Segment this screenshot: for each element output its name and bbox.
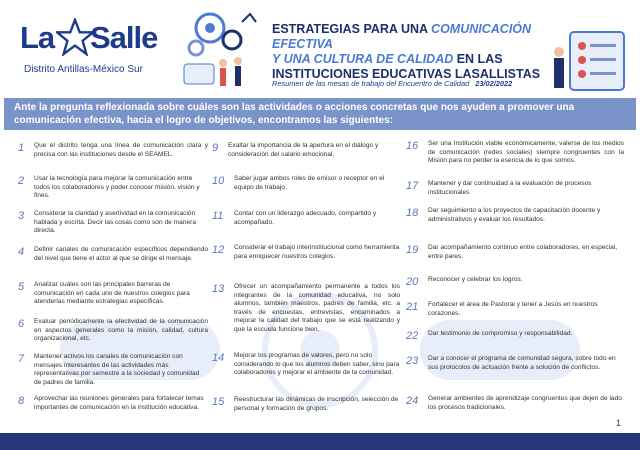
header: [0, 0, 640, 98]
item-text: Aprovechar las reuniones generales para fortalecer temas importantes de comunicación en la institución educativa.: [34, 395, 204, 411]
item-number: 3: [18, 210, 25, 222]
item-number: 9: [212, 142, 219, 154]
list-item: [18, 318, 208, 344]
item-text: Dar testimonio de compromiso y responsabilidad.: [428, 330, 573, 337]
page-subtitle: [272, 79, 562, 88]
item-number: 19: [406, 244, 419, 256]
list-item: [18, 395, 208, 412]
list-item: [18, 142, 208, 159]
list-item: [406, 355, 624, 372]
item-text: Considerar el trabajo interinstitucional como herramienta para enriquecer nuestros colegios.: [234, 244, 400, 260]
footer-bar: [0, 433, 640, 450]
star-icon: [56, 18, 94, 56]
item-number: 23: [406, 355, 419, 367]
item-number: 10: [212, 175, 225, 187]
list-item: [406, 180, 624, 197]
item-number: 4: [18, 246, 25, 258]
list-item: [212, 396, 400, 413]
page-title: [272, 22, 562, 82]
checklist-illustration-icon: [550, 28, 632, 94]
list-item: [406, 244, 624, 261]
intro-banner: Ante la pregunta reflexionada sobre cuáles son las actividades o acciones concretas que nos ayuden a promover una comunicación efectiva, hacia el logro de objetivos, encontramos las siguientes:: [4, 98, 636, 130]
item-text: Fortalecer el área de Pastoral y tener a Jesús en nuestros corazones.: [428, 301, 598, 317]
item-number: 22: [406, 330, 419, 342]
list-item: [212, 283, 400, 335]
item-text: Dar a conocer el programa de comunidad segura, sobre todo en sus protocolos de actuación frente a solución de conflictos.: [428, 355, 616, 371]
item-text: Ser una Institución viable económicamente, valerse de los medios de comunicación (redes sociales) siempre congruentes con la Misión para no perder la esencia de lo que somos.: [428, 140, 624, 165]
item-text: Evaluar periódicamente la efectividad de la comunicación en aspectos generales como la misión, calidad, cultura organizacional, etc.: [34, 318, 208, 343]
item-text: Mantener y dar continuidad a la evaluación de procesos institucionales: [428, 180, 592, 196]
item-number: 6: [18, 318, 25, 330]
communication-illustration-icon: [180, 8, 260, 93]
item-number: 12: [212, 244, 225, 256]
item-number: 15: [212, 396, 225, 408]
list-item: [406, 207, 624, 224]
list-item: [406, 140, 624, 166]
item-text: Reestructurar las dinámicas de inscripción, selección de personal y formación de grupos.: [234, 396, 399, 412]
item-number: 20: [406, 276, 419, 288]
list-item: [406, 330, 624, 342]
subtitle-date: 23/02/2022: [475, 79, 513, 88]
logo-salle-text: Salle: [90, 20, 158, 55]
list-item: [212, 352, 400, 378]
logo-subtitle: Distrito Antillas-México Sur: [24, 64, 143, 75]
item-text: Analizar cuáles son las principales barreras de comunicación en cada uno de nuestros colegios para atenderlas mediante estrategias específicas.: [34, 281, 190, 306]
item-text: Mejorar los programas de valores, pero no solo considerando lo que los alumnos deben saber, sino para colaboradores y mejorar el ambiente de la comunidad.: [234, 352, 400, 377]
list-item: [18, 175, 208, 201]
la-salle-logo: [20, 18, 160, 88]
list-item: [18, 246, 208, 263]
item-number: 8: [18, 395, 25, 407]
item-number: 21: [406, 301, 419, 313]
item-number: 24: [406, 395, 419, 407]
list-item: [18, 210, 208, 236]
item-text: Contar con un liderazgo adecuado, compartido y acompañado.: [234, 210, 377, 226]
list-item: [212, 142, 400, 159]
item-text: Generar ambientes de aprendizaje congruentes que dejen de lado los procesos tradicionales.: [428, 395, 622, 411]
list-item: [18, 353, 208, 387]
item-number: 1: [18, 142, 25, 154]
page-number: 1: [616, 418, 622, 428]
list-item: [212, 244, 400, 261]
item-text: Ofrecer un acompañamiento permanente a todos los integrantes de la comunidad educativa, no solo alumnos, también maestros, padres de familia, etc. a través de encuestas, entrevistas, encaminados a mejorar la calidad del trabajo que se está realizando y que la escuela funcione bien.: [234, 283, 400, 333]
item-text: Que el distrito tenga una línea de comunicación clara y precisa con las instituciones desde el SEAMEL.: [34, 142, 208, 158]
item-text: Exaltar la importancia de la apertura en el diálogo y consideración del salario emocional.: [228, 142, 379, 158]
item-text: Dar seguimiento a los proyectos de capacitación docente y administrativos y evaluar los resultados.: [428, 207, 601, 223]
item-number: 13: [212, 283, 225, 295]
item-text: Mantener activos los canales de comunicación con mensajes interesantes de las actividades más representativas por semestre a la sociedad y comunidad de padres de familia.: [34, 353, 200, 386]
item-text: Considerar la claridad y asertividad en la comunicación hablada y escrita. Decir las cosas como son de manera directa.: [34, 210, 196, 235]
item-text: Dar acompañamiento continuo entre colaboradores, en especial, entre pares.: [428, 244, 618, 260]
logo-la-text: La: [20, 20, 55, 55]
title-highlight-1: COMUNICACIÓN EFECTIVA: [272, 22, 532, 51]
list-item: [212, 175, 400, 192]
item-text: Reconocer y celebrar los logros.: [428, 276, 523, 283]
item-text: Usar la tecnología para mejorar la comunicación entre todos los colaboradores y poder conocer misión, visión y fines.: [34, 175, 200, 200]
title-part-2: EN LAS INSTITUCIONES EDUCATIVAS LASALLISTAS: [272, 52, 541, 81]
item-number: 5: [18, 281, 25, 293]
item-number: 17: [406, 180, 419, 192]
item-number: 14: [212, 352, 225, 364]
list-item: [18, 281, 208, 307]
item-number: 18: [406, 207, 419, 219]
item-text: Definir canales de comunicación específicos dependiendo del nivel que tiene el actor al que se dirige el mensaje.: [34, 246, 208, 262]
list-item: [406, 276, 624, 288]
item-text: Saber jugar ambos roles de emisor o receptor en el equipo de trabajo.: [234, 175, 385, 191]
title-highlight-2: Y UNA CULTURA DE CALIDAD: [272, 52, 454, 66]
list-item: [212, 210, 400, 227]
item-number: 7: [18, 353, 25, 365]
item-number: 2: [18, 175, 25, 187]
title-part-1: ESTRATEGIAS PARA UNA: [272, 22, 432, 36]
item-number: 16: [406, 140, 419, 152]
subtitle-text: Resumen de las mesas de trabajo del Encuentro de Calidad: [272, 79, 470, 88]
list-item: [406, 395, 624, 412]
item-number: 11: [212, 210, 224, 222]
list-item: [406, 301, 624, 318]
